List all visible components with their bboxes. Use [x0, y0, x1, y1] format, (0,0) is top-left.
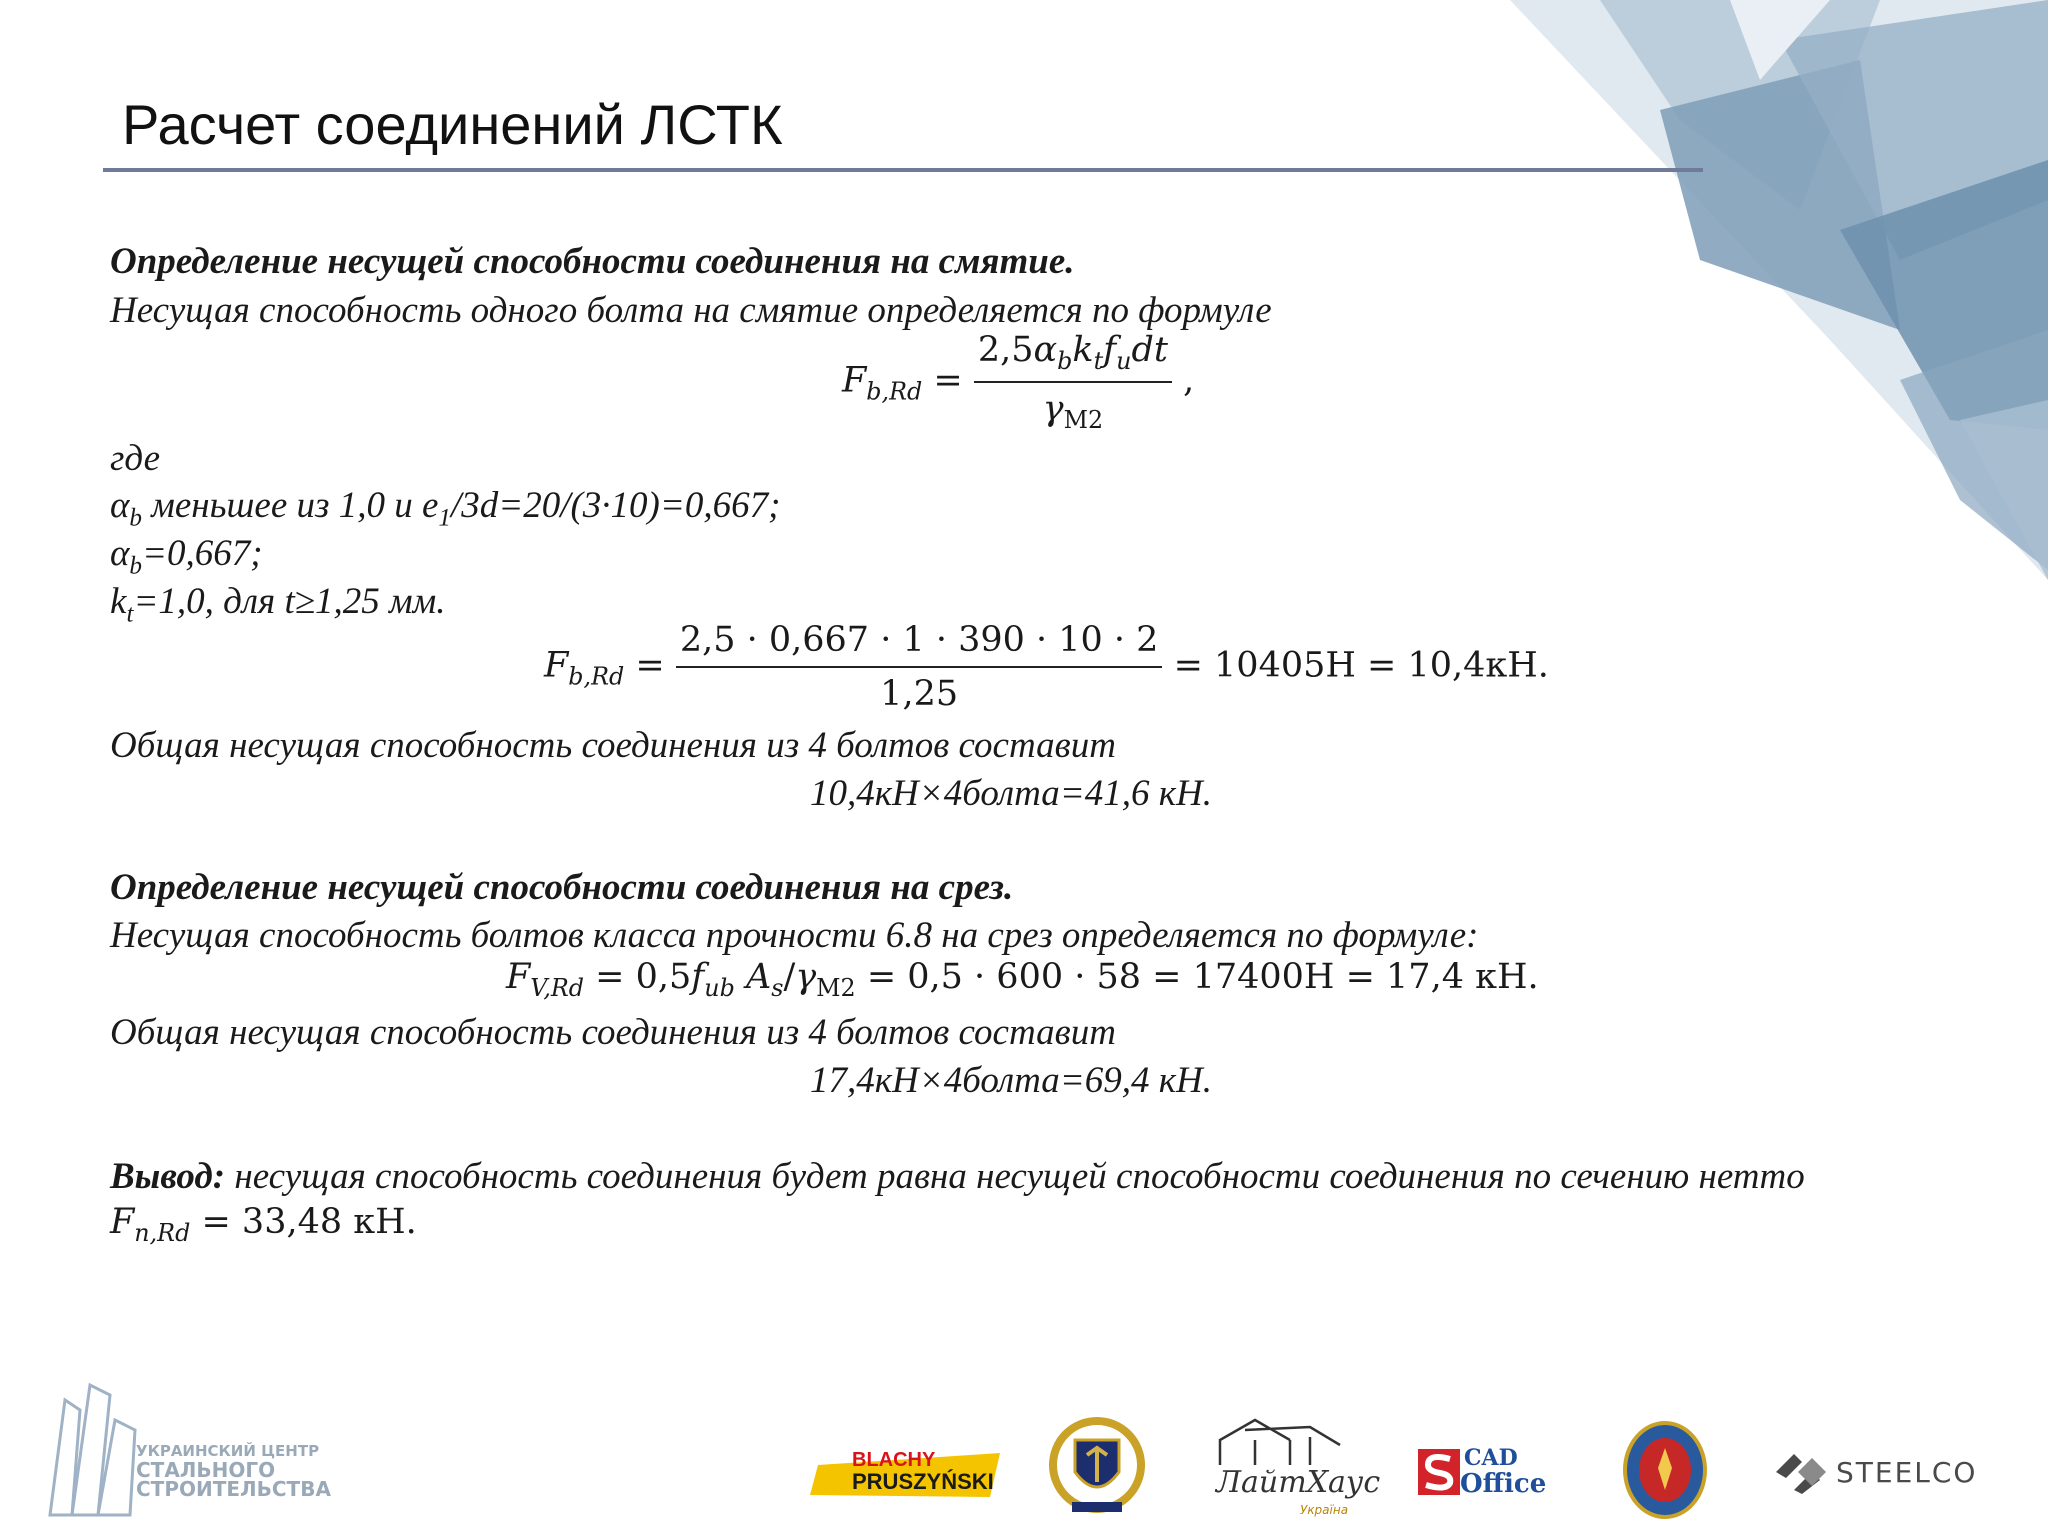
formula-part: = 0,5	[584, 957, 692, 997]
crest-icon	[1042, 1410, 1152, 1520]
ucsc-line-3: СТРОИТЕЛЬСТВА	[136, 1477, 331, 1501]
formula-subscript: V,Rd	[530, 974, 585, 1002]
cad-s-icon	[1418, 1449, 1460, 1495]
f-symbol: f	[1103, 330, 1117, 370]
formula-equals: =	[922, 360, 974, 401]
formula-result: = 0,5 · 600 · 58 = 17400Н = 17,4 кН.	[855, 957, 1539, 997]
formula-subscript: b,Rd	[568, 662, 625, 691]
conclusion-label: Вывод:	[110, 1156, 226, 1197]
shear-total-value: 17,4кН×4болта=69,4 кН.	[810, 1060, 1212, 1101]
alpha-calc: /3d=20/(3·10)=0,667;	[450, 485, 781, 526]
alpha-text: меньшее из 1,0 и e	[142, 485, 439, 526]
formula-result: = 33,48 кН.	[190, 1202, 417, 1242]
alpha-symbol: α	[1033, 330, 1058, 370]
alpha-subscript: b	[1057, 347, 1073, 375]
alpha-subscript: b	[129, 552, 142, 580]
laithaus-word: ЛайтХаус	[1216, 1465, 1381, 1500]
gamma-subscript: M2	[816, 974, 856, 1002]
bearing-fraction	[974, 330, 1172, 434]
formula-subscript: n,Rd	[134, 1219, 191, 1247]
k-definition	[110, 580, 446, 636]
k-subscript: t	[126, 600, 134, 628]
bearing-numerator	[974, 330, 1172, 383]
steelco-logo	[1772, 1450, 1978, 1500]
where-label: где	[110, 438, 161, 479]
ucsc-line-1: УКРАИНСКИЙ ЦЕНТР	[136, 1442, 320, 1460]
bearing-denominator	[974, 383, 1172, 434]
conclusion-text: несущая способность соединения будет равна несущей способности соединения по сечению нетто	[225, 1156, 1805, 1197]
shear-intro: Несущая способность болтов класса прочности 6.8 на срез определяется по формуле:	[110, 915, 1479, 956]
conclusion-formula	[110, 1202, 417, 1247]
bearing-formula	[842, 330, 1194, 434]
house-icon	[1210, 1415, 1350, 1470]
formula-subscript: b,Rd	[866, 377, 923, 406]
formula-symbol: F	[842, 360, 867, 401]
formula-symbol: F	[544, 645, 569, 686]
pruszynski-word: PRUSZYŃSKI	[852, 1469, 994, 1494]
f-symbol: f	[691, 957, 705, 997]
k-subscript: t	[1093, 347, 1104, 375]
a-subscript: s	[771, 974, 784, 1002]
page-title: Расчет соединений ЛСТК	[122, 93, 783, 156]
k-symbol: k	[1072, 330, 1094, 370]
bearing-total-intro: Общая несущая способность соединения из 4 болтов составит	[110, 725, 1116, 766]
dt-symbols: dt	[1131, 330, 1168, 370]
gamma-subscript: M2	[1063, 406, 1104, 434]
alpha-symbol: α	[110, 485, 130, 526]
ucsc-line-2: СТАЛЬНОГО	[136, 1458, 276, 1482]
laithaus-logo	[1210, 1415, 1381, 1520]
blachy-pruszynski-logo	[810, 1445, 1010, 1515]
calc-result: = 10405Н = 10,4кН.	[1162, 645, 1549, 686]
formula-comma: ,	[1171, 360, 1195, 401]
f-subscript: u	[1116, 347, 1132, 375]
k-symbol: k	[110, 581, 127, 622]
alpha-symbol: α	[110, 533, 130, 574]
e-subscript: 1	[438, 504, 451, 532]
k-text: =1,0, для t≥1,25 мм.	[133, 581, 446, 622]
formula-slash: /	[783, 957, 796, 997]
conclusion	[110, 1155, 1805, 1199]
formula-equals: =	[624, 645, 676, 686]
laithaus-sub: Україна	[1300, 1503, 1349, 1517]
bearing-heading: Определение несущей способности соединения на смятие.	[110, 241, 1075, 282]
formula-symbol: F	[110, 1202, 135, 1242]
bearing-total-value: 10,4кН×4болта=41,6 кН.	[810, 773, 1212, 814]
calc-denominator: 1,25	[880, 674, 959, 714]
shear-total-intro: Общая несущая способность соединения из 4 болтов составит	[110, 1012, 1116, 1053]
footer-logos	[30, 1370, 2030, 1520]
ucsc-logo	[40, 1370, 331, 1520]
steelco-word: STEELCO	[1836, 1456, 1978, 1489]
cad-office-logo	[1418, 1445, 1558, 1505]
ucsc-emblem-icon	[40, 1370, 150, 1520]
alpha-subscript: b	[129, 504, 142, 532]
university-seal-logo	[1622, 1420, 1712, 1520]
formula-symbol: F	[506, 957, 531, 997]
bearing-calc-formula	[544, 620, 1549, 714]
bearing-intro: Несущая способность одного болта на смятие определяется по формуле	[110, 290, 1272, 331]
calc-fraction	[676, 620, 1163, 714]
shear-formula	[506, 957, 1539, 1002]
office-word: Office	[1460, 1469, 1547, 1499]
a-symbol: A	[734, 957, 772, 997]
coef: 2,5	[977, 330, 1034, 370]
gamma-symbol: γ	[1042, 389, 1064, 429]
cad-word: CAD	[1464, 1445, 1518, 1471]
alpha-value-text: =0,667;	[142, 533, 263, 574]
calc-numerator: 2,5 · 0,667 · 1 · 390 · 10 · 2	[676, 620, 1163, 668]
blachy-word: BLACHY	[852, 1449, 936, 1471]
f-subscript: ub	[704, 974, 735, 1002]
coat-of-arms-logo	[1042, 1410, 1152, 1520]
seal-icon	[1622, 1420, 1708, 1520]
shear-heading: Определение несущей способности соединения на срез.	[110, 867, 1014, 908]
steelco-mark-icon	[1772, 1450, 1830, 1494]
gamma-symbol: γ	[795, 957, 817, 997]
